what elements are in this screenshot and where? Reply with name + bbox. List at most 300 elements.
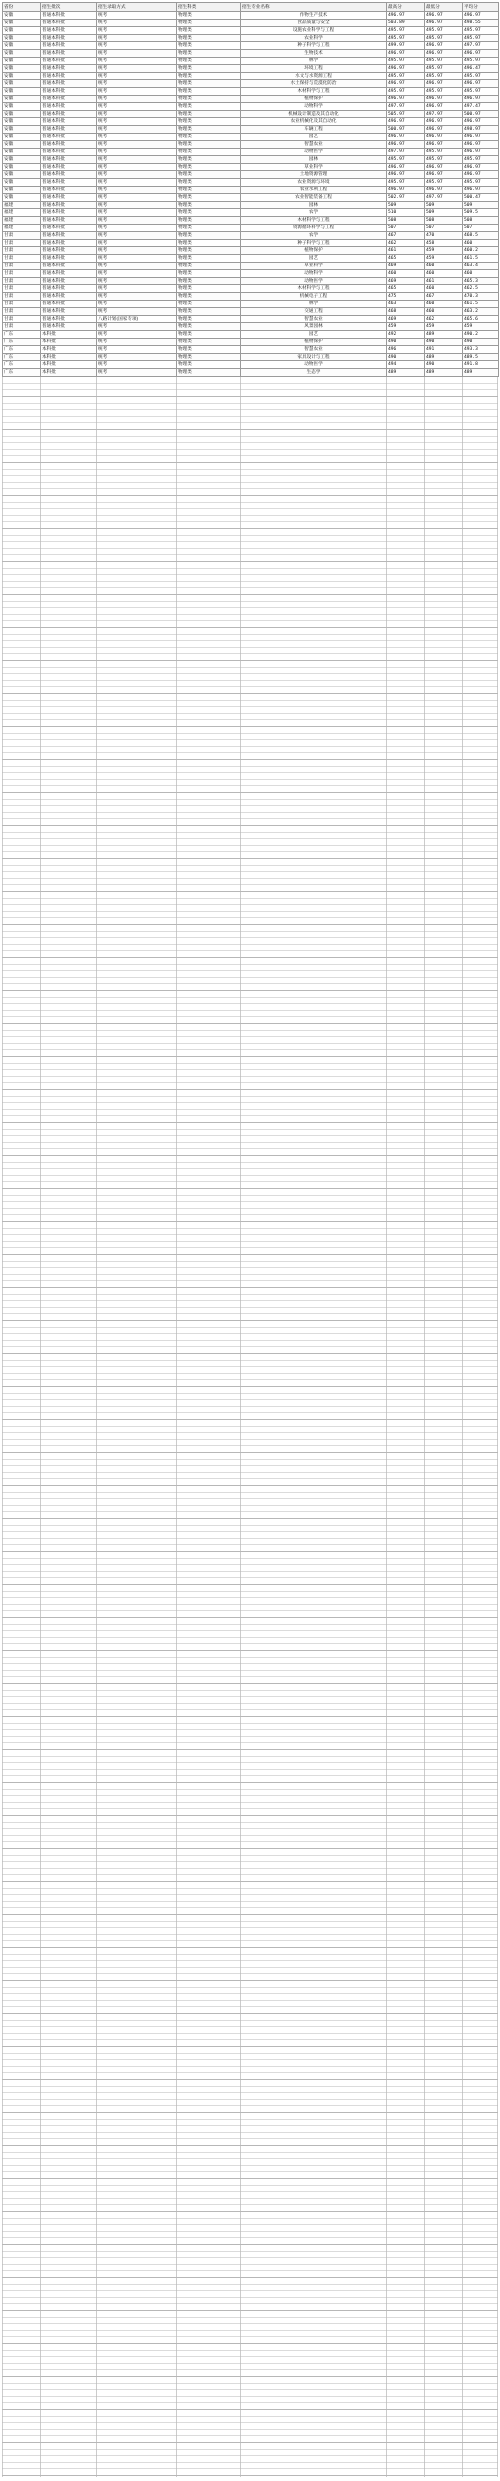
cell-province: 安徽 (3, 141, 41, 149)
cell-min-score: 489 (425, 368, 463, 376)
cell-subject-category: 物理类 (177, 368, 241, 376)
cell-province: 甘肃 (3, 277, 41, 285)
cell-province: 福建 (3, 209, 41, 217)
cell-admission-mode: 统考 (97, 34, 177, 42)
cell-province: 甘肃 (3, 247, 41, 255)
cell-province: 福建 (3, 224, 41, 232)
cell-province: 广东 (3, 361, 41, 369)
cell-min-score: 496.97 (425, 95, 463, 103)
cell-avg-score: 496.47 (463, 65, 499, 73)
cell-subject-category: 物理类 (177, 323, 241, 331)
cell-min-score: 495.97 (425, 72, 463, 80)
cell-max-score: 499.97 (387, 42, 425, 50)
cell-major-name: 环境工程 (241, 65, 387, 73)
cell-province: 甘肃 (3, 308, 41, 316)
cell-min-score: 459 (425, 255, 463, 263)
cell-max-score: 496 (387, 346, 425, 354)
cell-province: 甘肃 (3, 300, 41, 308)
cell-subject-category: 物理类 (177, 125, 241, 133)
cell-admission-mode: 统考 (97, 285, 177, 293)
cell-batch: 本科批 (41, 330, 97, 338)
table-row (3, 110, 499, 118)
cell-min-score: 459 (425, 323, 463, 331)
cell-batch: 普通本科批 (41, 12, 97, 20)
cell-min-score: 461 (425, 277, 463, 285)
cell-batch: 普通本科批 (41, 277, 97, 285)
cell-subject-category: 物理类 (177, 209, 241, 217)
cell-major-name: 机械设计制造及其自动化 (241, 110, 387, 118)
table-row (3, 217, 499, 225)
cell-batch: 本科批 (41, 368, 97, 376)
cell-major-name: 园艺 (241, 330, 387, 338)
cell-admission-mode: 统考 (97, 277, 177, 285)
cell-province: 安徽 (3, 133, 41, 141)
cell-subject-category: 物理类 (177, 133, 241, 141)
cell-subject-category: 物理类 (177, 72, 241, 80)
cell-max-score: 496.97 (387, 80, 425, 88)
cell-province: 甘肃 (3, 323, 41, 331)
cell-min-score: 460 (425, 285, 463, 293)
cell-batch: 普通本科批 (41, 163, 97, 171)
cell-max-score: 463 (387, 300, 425, 308)
table-row (3, 49, 499, 57)
cell-subject-category: 物理类 (177, 19, 241, 27)
cell-batch: 普通本科批 (41, 65, 97, 73)
cell-min-score: 462 (425, 315, 463, 323)
cell-major-name: 食品质量与安全 (241, 19, 387, 27)
table-row (3, 255, 499, 263)
cell-major-name: 车辆工程 (241, 125, 387, 133)
table-row (3, 346, 499, 354)
cell-major-name: 木材科学与工程 (241, 217, 387, 225)
cell-admission-mode: 统考 (97, 262, 177, 270)
cell-major-name: 草业科学 (241, 163, 387, 171)
cell-subject-category: 物理类 (177, 292, 241, 300)
cell-admission-mode: 统考 (97, 19, 177, 27)
cell-batch: 普通本科批 (41, 125, 97, 133)
cell-avg-score: 460 (463, 239, 499, 247)
cell-avg-score: 496.97 (463, 163, 499, 171)
cell-subject-category: 物理类 (177, 232, 241, 240)
cell-min-score: 495.97 (425, 148, 463, 156)
cell-province: 安徽 (3, 49, 41, 57)
cell-batch: 本科批 (41, 361, 97, 369)
cell-batch: 普通本科批 (41, 255, 97, 263)
cell-avg-score: 508 (463, 217, 499, 225)
cell-admission-mode: 统考 (97, 163, 177, 171)
cell-min-score: 509 (425, 201, 463, 209)
table-row (3, 87, 499, 95)
table-continuation-grid (2, 377, 498, 2477)
cell-min-score: 495.97 (425, 27, 463, 35)
table-row (3, 368, 499, 376)
cell-min-score: 496.97 (425, 42, 463, 50)
cell-subject-category: 物理类 (177, 179, 241, 187)
table-row (3, 353, 499, 361)
cell-min-score: 496.97 (425, 12, 463, 20)
cell-province: 甘肃 (3, 239, 41, 247)
cell-max-score: 496.97 (387, 12, 425, 20)
cell-min-score: 496.97 (425, 163, 463, 171)
table-row (3, 133, 499, 141)
cell-min-score: 495.97 (425, 57, 463, 65)
cell-admission-mode: 统考 (97, 186, 177, 194)
cell-admission-mode: 统考 (97, 156, 177, 164)
cell-max-score: 459 (387, 323, 425, 331)
cell-max-score: 508 (387, 217, 425, 225)
cell-admission-mode: 统考 (97, 87, 177, 95)
cell-admission-mode: 统考 (97, 361, 177, 369)
cell-admission-mode: 统考 (97, 368, 177, 376)
cell-max-score: 505.97 (387, 110, 425, 118)
cell-major-name: 农业机械化及其自动化 (241, 118, 387, 126)
cell-admission-mode: 统考 (97, 353, 177, 361)
cell-avg-score: 496.97 (463, 141, 499, 149)
cell-province: 安徽 (3, 27, 41, 35)
cell-max-score: 469 (387, 315, 425, 323)
cell-batch: 普通本科批 (41, 118, 97, 126)
table-row (3, 361, 499, 369)
cell-avg-score: 509 (463, 201, 499, 209)
cell-avg-score: 507 (463, 224, 499, 232)
cell-batch: 普通本科批 (41, 171, 97, 179)
cell-subject-category: 物理类 (177, 95, 241, 103)
table-row (3, 262, 499, 270)
cell-min-score: 490 (425, 361, 463, 369)
table-row (3, 179, 499, 187)
header-admission-mode: 招生录取方式 (97, 3, 177, 12)
cell-admission-mode: 统考 (97, 49, 177, 57)
cell-province: 安徽 (3, 12, 41, 20)
cell-avg-score: 495.97 (463, 34, 499, 42)
table-body (3, 12, 499, 377)
cell-max-score: 503.89 (387, 19, 425, 27)
cell-min-score: 495.97 (425, 179, 463, 187)
cell-major-name: 木材科学与工程 (241, 285, 387, 293)
cell-min-score: 495.97 (425, 156, 463, 164)
cell-subject-category: 物理类 (177, 270, 241, 278)
cell-min-score: 497.97 (425, 110, 463, 118)
cell-max-score: 496.97 (387, 118, 425, 126)
cell-batch: 普通本科批 (41, 285, 97, 293)
cell-avg-score: 495.97 (463, 179, 499, 187)
cell-subject-category: 物理类 (177, 201, 241, 209)
cell-admission-mode: 统考 (97, 125, 177, 133)
cell-avg-score: 495.97 (463, 27, 499, 35)
cell-max-score: 495.97 (387, 87, 425, 95)
cell-major-name: 智慧农业 (241, 346, 387, 354)
cell-avg-score: 496.97 (463, 118, 499, 126)
cell-subject-category: 物理类 (177, 239, 241, 247)
cell-subject-category: 物理类 (177, 194, 241, 202)
cell-subject-category: 物理类 (177, 12, 241, 20)
table-row (3, 338, 499, 346)
header-batch: 招生批次 (41, 3, 97, 12)
cell-admission-mode: 统考 (97, 292, 177, 300)
cell-min-score: 460 (425, 300, 463, 308)
cell-max-score: 460 (387, 270, 425, 278)
cell-avg-score: 496.97 (463, 80, 499, 88)
cell-avg-score: 496.97 (463, 133, 499, 141)
cell-batch: 普通本科批 (41, 201, 97, 209)
cell-min-score: 496.97 (425, 171, 463, 179)
cell-min-score: 496.97 (425, 103, 463, 111)
cell-subject-category: 物理类 (177, 110, 241, 118)
cell-major-name: 设施农业科学与工程 (241, 27, 387, 35)
cell-province: 安徽 (3, 65, 41, 73)
cell-min-score: 496.97 (425, 118, 463, 126)
table-row (3, 292, 499, 300)
cell-batch: 普通本科批 (41, 262, 97, 270)
cell-min-score: 496.97 (425, 49, 463, 57)
cell-major-name: 土地资源管理 (241, 171, 387, 179)
cell-province: 甘肃 (3, 262, 41, 270)
cell-avg-score: 459 (463, 323, 499, 331)
cell-avg-score: 460.2 (463, 247, 499, 255)
cell-admission-mode: 统考 (97, 308, 177, 316)
cell-max-score: 496.97 (387, 133, 425, 141)
cell-subject-category: 物理类 (177, 80, 241, 88)
cell-batch: 普通本科批 (41, 42, 97, 50)
cell-major-name: 农学 (241, 232, 387, 240)
table-row (3, 80, 499, 88)
cell-major-name: 园林 (241, 201, 387, 209)
cell-batch: 普通本科批 (41, 57, 97, 65)
cell-avg-score: 497.97 (463, 42, 499, 50)
cell-batch: 普通本科批 (41, 194, 97, 202)
cell-subject-category: 物理类 (177, 308, 241, 316)
cell-subject-category: 物理类 (177, 65, 241, 73)
cell-major-name: 水土保持与荒漠化防治 (241, 80, 387, 88)
cell-major-name: 农学 (241, 209, 387, 217)
cell-major-name: 风景园林 (241, 323, 387, 331)
cell-province: 安徽 (3, 57, 41, 65)
cell-avg-score: 496.97 (463, 186, 499, 194)
cell-major-name: 家具设计与工程 (241, 353, 387, 361)
cell-batch: 普通本科批 (41, 270, 97, 278)
cell-province: 安徽 (3, 194, 41, 202)
cell-max-score: 502.97 (387, 194, 425, 202)
cell-admission-mode: 统考 (97, 42, 177, 50)
cell-major-name: 生物技术 (241, 49, 387, 57)
cell-major-name: 农业科学 (241, 34, 387, 42)
cell-avg-score: 463.2 (463, 308, 499, 316)
cell-admission-mode: 统考 (97, 194, 177, 202)
cell-avg-score: 460 (463, 270, 499, 278)
cell-subject-category: 物理类 (177, 217, 241, 225)
cell-province: 安徽 (3, 125, 41, 133)
cell-major-name: 园艺 (241, 133, 387, 141)
table-row (3, 300, 499, 308)
cell-batch: 普通本科批 (41, 308, 97, 316)
cell-admission-mode: 统考 (97, 338, 177, 346)
table-row (3, 239, 499, 247)
cell-admission-mode: 统考 (97, 118, 177, 126)
cell-batch: 普通本科批 (41, 110, 97, 118)
cell-province: 安徽 (3, 34, 41, 42)
cell-avg-score: 496.97 (463, 49, 499, 57)
cell-min-score: 489 (425, 353, 463, 361)
cell-province: 安徽 (3, 156, 41, 164)
cell-province: 安徽 (3, 118, 41, 126)
cell-min-score: 496.97 (425, 80, 463, 88)
admission-score-sheet (2, 2, 498, 2477)
cell-batch: 普通本科批 (41, 239, 97, 247)
cell-province: 安徽 (3, 72, 41, 80)
cell-major-name: 植物保护 (241, 338, 387, 346)
cell-avg-score: 497.47 (463, 103, 499, 111)
cell-batch: 普通本科批 (41, 103, 97, 111)
cell-major-name: 林学 (241, 57, 387, 65)
cell-max-score: 495.97 (387, 57, 425, 65)
cell-max-score: 462 (387, 239, 425, 247)
cell-major-name: 园林 (241, 156, 387, 164)
cell-min-score: 490 (425, 338, 463, 346)
cell-admission-mode: 统考 (97, 72, 177, 80)
cell-batch: 普通本科批 (41, 224, 97, 232)
table-row (3, 125, 499, 133)
cell-max-score: 497.97 (387, 103, 425, 111)
table-row (3, 209, 499, 217)
cell-admission-mode: 统考 (97, 247, 177, 255)
cell-min-score: 459 (425, 247, 463, 255)
cell-province: 安徽 (3, 110, 41, 118)
cell-batch: 普通本科批 (41, 27, 97, 35)
cell-min-score: 458 (425, 239, 463, 247)
cell-admission-mode: 统考 (97, 148, 177, 156)
cell-major-name: 生态学 (241, 368, 387, 376)
cell-admission-mode: 统考 (97, 171, 177, 179)
cell-batch: 普通本科批 (41, 80, 97, 88)
cell-max-score: 475 (387, 292, 425, 300)
table-row (3, 141, 499, 149)
cell-admission-mode: 统考 (97, 239, 177, 247)
cell-max-score: 494 (387, 361, 425, 369)
table-row (3, 65, 499, 73)
cell-batch: 普通本科批 (41, 34, 97, 42)
cell-avg-score: 496.97 (463, 95, 499, 103)
cell-batch: 普通本科批 (41, 186, 97, 194)
cell-subject-category: 物理类 (177, 141, 241, 149)
table-row (3, 95, 499, 103)
header-major-name: 招生专业名称 (241, 3, 387, 12)
table-row (3, 171, 499, 179)
cell-max-score: 461 (387, 247, 425, 255)
cell-avg-score: 461.5 (463, 255, 499, 263)
cell-admission-mode: 统考 (97, 330, 177, 338)
table-row (3, 118, 499, 126)
cell-max-score: 510 (387, 209, 425, 217)
cell-batch: 本科批 (41, 353, 97, 361)
cell-subject-category: 物理类 (177, 346, 241, 354)
cell-max-score: 467 (387, 232, 425, 240)
cell-major-name: 动物科学 (241, 270, 387, 278)
cell-min-score: 460 (425, 308, 463, 316)
cell-max-score: 496.97 (387, 65, 425, 73)
cell-admission-mode: 统考 (97, 201, 177, 209)
table-row (3, 270, 499, 278)
cell-subject-category: 物理类 (177, 103, 241, 111)
cell-min-score: 470 (425, 232, 463, 240)
cell-major-name: 植物保护 (241, 247, 387, 255)
cell-avg-score: 495.97 (463, 156, 499, 164)
cell-subject-category: 物理类 (177, 255, 241, 263)
cell-min-score: 497.97 (425, 194, 463, 202)
cell-avg-score: 470.3 (463, 292, 499, 300)
cell-min-score: 508 (425, 217, 463, 225)
cell-avg-score: 463.4 (463, 262, 499, 270)
cell-avg-score: 495.97 (463, 87, 499, 95)
table-row (3, 308, 499, 316)
cell-admission-mode: 统考 (97, 27, 177, 35)
cell-min-score: 496.97 (425, 186, 463, 194)
cell-max-score: 495.97 (387, 72, 425, 80)
cell-major-name: 动物医学 (241, 277, 387, 285)
cell-max-score: 509 (387, 201, 425, 209)
table-row (3, 42, 499, 50)
cell-subject-category: 物理类 (177, 49, 241, 57)
table-row (3, 285, 499, 293)
cell-major-name: 资源循环科学与工程 (241, 224, 387, 232)
cell-major-name: 智慧农业 (241, 315, 387, 323)
cell-province: 安徽 (3, 42, 41, 50)
cell-max-score: 500.97 (387, 125, 425, 133)
table-row (3, 186, 499, 194)
cell-admission-mode: 统考 (97, 209, 177, 217)
cell-admission-mode: 统考 (97, 65, 177, 73)
cell-avg-score: 498.55 (463, 19, 499, 27)
cell-province: 甘肃 (3, 292, 41, 300)
cell-avg-score: 496.97 (463, 12, 499, 20)
cell-max-score: 490 (387, 338, 425, 346)
cell-avg-score: 489.5 (463, 353, 499, 361)
table-row (3, 103, 499, 111)
cell-major-name: 农业智能装备工程 (241, 194, 387, 202)
cell-avg-score: 491.8 (463, 361, 499, 369)
cell-admission-mode: 统考 (97, 270, 177, 278)
table-row (3, 72, 499, 80)
cell-subject-category: 物理类 (177, 42, 241, 50)
cell-min-score: 489 (425, 330, 463, 338)
cell-avg-score: 490 (463, 338, 499, 346)
table-row (3, 12, 499, 20)
cell-subject-category: 物理类 (177, 156, 241, 164)
header-min-score: 最低分 (425, 3, 463, 12)
cell-max-score: 496.97 (387, 141, 425, 149)
cell-max-score: 496.97 (387, 171, 425, 179)
table-row (3, 27, 499, 35)
admission-score-table (2, 2, 499, 377)
cell-admission-mode: 统考 (97, 133, 177, 141)
cell-avg-score: 490.2 (463, 330, 499, 338)
cell-subject-category: 物理类 (177, 361, 241, 369)
cell-province: 安徽 (3, 148, 41, 156)
cell-major-name: 草业科学 (241, 262, 387, 270)
cell-major-name: 智慧农业 (241, 141, 387, 149)
cell-subject-category: 物理类 (177, 171, 241, 179)
cell-max-score: 507 (387, 224, 425, 232)
cell-batch: 本科批 (41, 338, 97, 346)
cell-admission-mode: 统考 (97, 179, 177, 187)
cell-province: 甘肃 (3, 232, 41, 240)
cell-admission-mode: 统考 (97, 300, 177, 308)
cell-major-name: 动物医学 (241, 361, 387, 369)
cell-province: 甘肃 (3, 285, 41, 293)
cell-province: 安徽 (3, 80, 41, 88)
cell-province: 广东 (3, 338, 41, 346)
table-row (3, 330, 499, 338)
table-row (3, 34, 499, 42)
